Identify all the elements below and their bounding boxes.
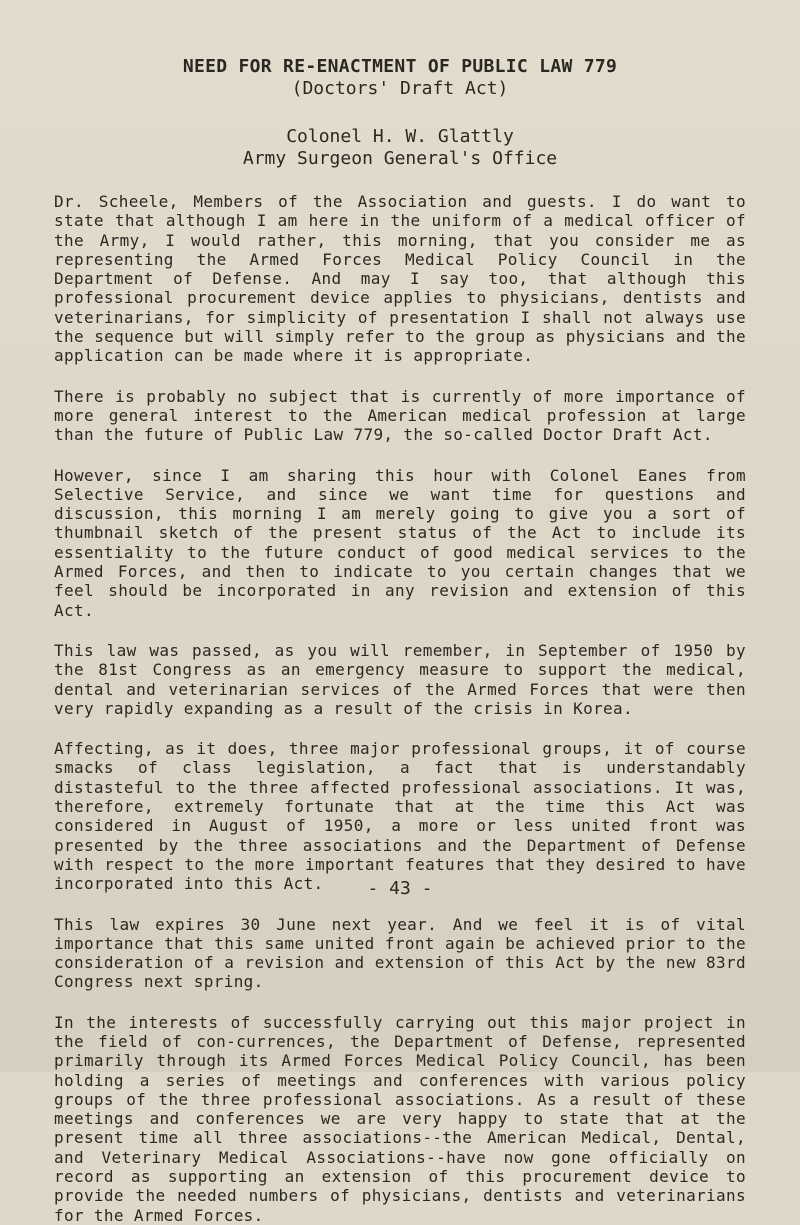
- paragraph: This law expires 30 June next year. And we feel it is of vital importance that this same united front again be achieved prior to the consideration of a revision and extension of this Act by the new 83rd Congress next spring.: [54, 914, 746, 992]
- paragraph: In the interests of successfully carrying out this major project in the field of con-currences, the Department of Defense, represented primarily through its Armed Forces Medical Policy Council, has been holding a series of meetings and conferences with various policy groups of the three professional associations. As a result of these meetings and conferences we are very happy to state that at the present time all three associations--the American Medical, Dental, and Veterinary Medical Associations--have now gone officially on record as supporting an extension of this procurement device to provide the needed numbers of physicians, dentists and veterinarians for the Armed Forces.: [54, 1012, 746, 1225]
- body-text: [54, 192, 746, 1225]
- author-name: Colonel H. W. Glattly: [286, 126, 514, 147]
- document-subtitle: (Doctors' Draft Act): [291, 78, 509, 99]
- paragraph: There is probably no subject that is currently of more importance of more general interest to the American medical profession at large than the future of Public Law 779, the so-called Doctor Draft Act.: [54, 386, 746, 445]
- paragraph: However, since I am sharing this hour with Colonel Eanes from Selective Service, and since we want time for questions and discussion, this morning I am merely going to give you a sort of thumbnail sketch of the present status of the Act to include its essentiality to the future conduct of good medical services to the Armed Forces, and then to indicate to you certain changes that we feel should be incorporated in any revision and extension of this Act.: [54, 465, 746, 620]
- paragraph: Dr. Scheele, Members of the Association and guests. I do want to state that although I am here in the uniform of a medical officer of the Army, I would rather, this morning, that you consider me as representing the Armed Forces Medical Policy Council in the Department of Defense. And may I say too, that although this professional procurement device applies to physicians, dentists and veterinarians, for simplicity of presentation I shall not always use the sequence but will simply refer to the group as physicians and the application can be made where it is appropriate.: [54, 192, 746, 366]
- paragraph: Affecting, as it does, three major professional groups, it of course smacks of class legislation, a fact that is understandably distasteful to the three affected professional associations. It was, therefore, extremely fortunate that at the time this Act was considered in August of 1950, a more or less united front was presented by the three associations and the Department of Defense with respect to the more important features that they desired to have incorporated into this Act.: [54, 739, 746, 894]
- page-number: - 43 -: [367, 878, 433, 899]
- author-block: [54, 126, 746, 170]
- title-block: [54, 56, 746, 100]
- document-title: NEED FOR RE-ENACTMENT OF PUBLIC LAW 779: [182, 56, 618, 77]
- paragraph: This law was passed, as you will remember, in September of 1950 by the 81st Congress as an emergency measure to support the medical, dental and veterinarian services of the Armed Forces that were then very rapidly expanding as a result of the crisis in Korea.: [54, 640, 746, 718]
- author-office: Army Surgeon General's Office: [242, 148, 558, 169]
